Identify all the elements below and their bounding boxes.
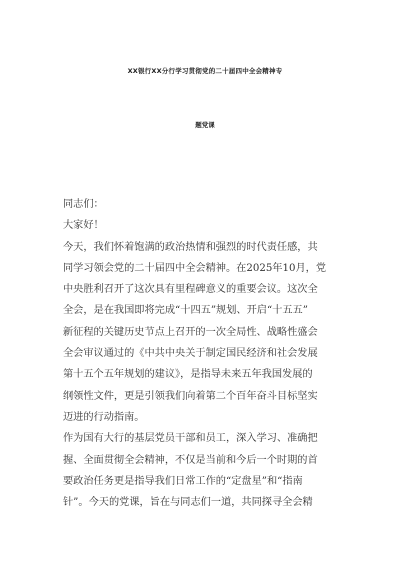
text-line: 针”。今天的党课，旨在与同志们一道，共同探寻全会精 — [63, 497, 313, 509]
text-line: 第十五个五年规划的建议》，是指导未来五年我国发展的 — [63, 369, 313, 381]
paragraph-1 — [63, 237, 385, 429]
text-line: 要政治任务更是指导我们日常工作的“定盘星”和“指南 — [63, 475, 303, 487]
text-line: 今天，我们怀着饱满的政治热情和强烈的时代责任感，共 — [63, 241, 318, 253]
document-body — [63, 194, 385, 513]
text-line: 同学习领会党的二十届四中全会精神。在2025年10月，党 — [63, 262, 327, 274]
text-line: 作为国有大行的基层党员干部和员工，深入学习、准确把 — [63, 433, 318, 445]
document-title-continued: 题党课 — [195, 121, 215, 129]
paragraph-2 — [63, 428, 385, 513]
greeting: 大家好！ — [63, 220, 104, 232]
text-line: 迈进的行动指南。 — [63, 411, 145, 423]
text-line: 中央胜利召开了这次具有里程碑意义的重要会议。这次全 — [63, 284, 318, 296]
document-title: XX银行XX分行学习贯彻党的二十届四中全会精神专 — [127, 67, 283, 75]
text-line: 全会，是在我国即将完成“十四五”规划、开启“十五五” — [63, 305, 308, 317]
salutation: 同志们： — [63, 199, 104, 210]
text-line: 全会审议通过的《中共中央关于制定国民经济和社会发展 — [63, 348, 318, 360]
text-line: 新征程的关键历史节点上召开的一次全局性、战略性盛会 — [63, 326, 318, 338]
text-line: 握、全面贯彻全会精神，不仅是当前和今后一个时期的首 — [63, 454, 318, 466]
text-line: 纲领性文件，更是引领我们向着第二个百年奋斗目标坚实 — [63, 390, 318, 402]
